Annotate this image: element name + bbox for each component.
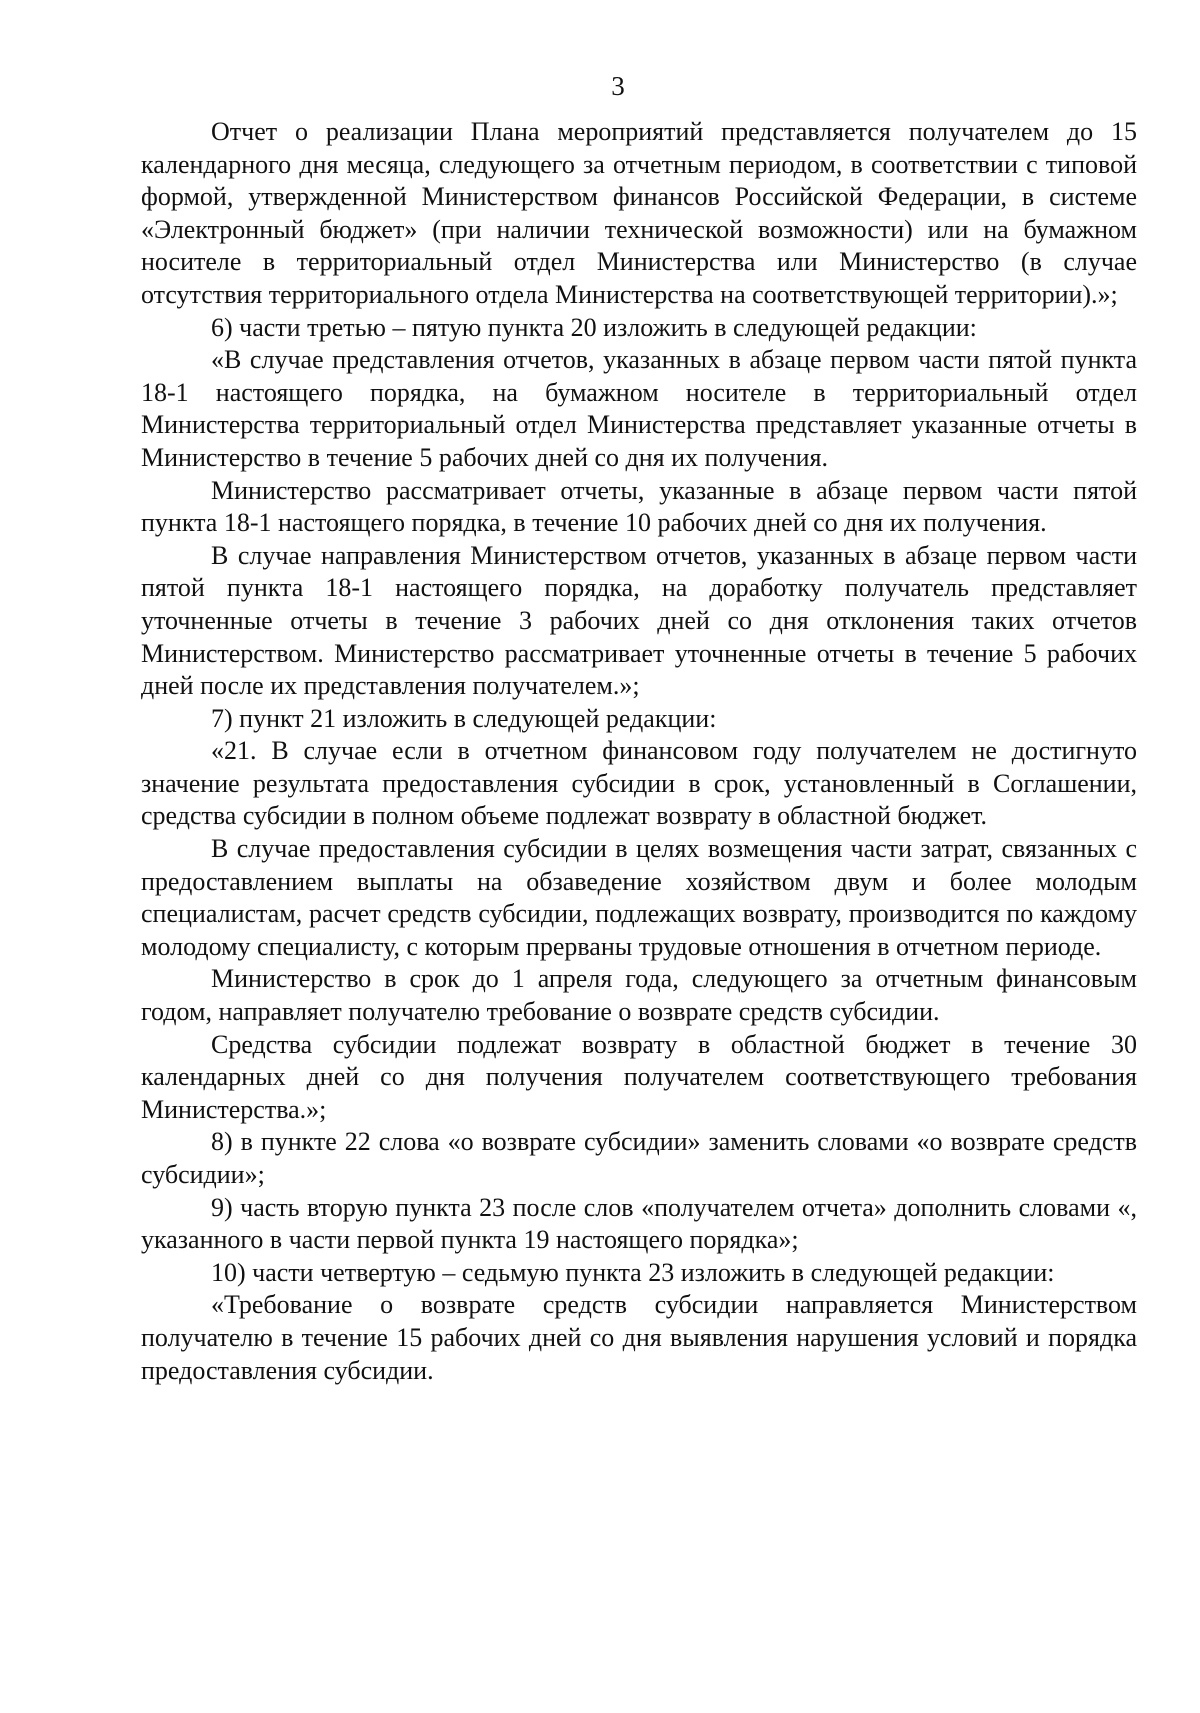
paragraph-revision: В случае направления Министерством отчетов, указанных в абзаце первом части пятой пункта 18-1 настоящего порядка, на доработку получатель представляет уточненные отчеты в течение 3 рабочих дней со дня отклонения таких отчетов Министерством. Министерство рассматривает уточненные отчеты в течение 5 рабочих дней после их представления получателем.»;: [141, 540, 1137, 701]
paragraph-ministry-review: Министерство рассматривает отчеты, указанные в абзаце первом части пятой пункта 18-1 настоящего порядка, в течение 10 рабочих дней со дня их получения.: [141, 475, 1137, 538]
paragraph-amendment-9: 9) часть вторую пункта 23 после слов «получателем отчета» дополнить словами «, указанного в части первой пункта 19 настоящего порядка»;: [141, 1192, 1137, 1255]
paragraph-amendment-8: 8) в пункте 22 слова «о возврате субсидии» заменить словами «о возврате средств субсидии»;: [141, 1127, 1137, 1189]
paragraph-young-specialists: В случае предоставления субсидии в целях возмещения части затрат, связанных с предоставлением выплаты на обзаведение хозяйством двум и более молодым специалистам, расчет средств субсидии, подлежащих возврату, производится по каждому молодому специалисту, с которым прерваны трудовые отношения в отчетном периоде.: [141, 834, 1137, 961]
paragraph-amendment-7: 7) пункт 21 изложить в следующей редакции:: [211, 703, 717, 733]
paragraph-return-demand: Министерство в срок до 1 апреля года, следующего за отчетным финансовым годом, направляет получателю требование о возврате средств субсидии.: [141, 964, 1137, 1027]
paragraph-paper-reports: «В случае представления отчетов, указанных в абзаце первом части пятой пункта 18-1 настоящего порядка, на бумажном носителе в территориальный отдел Министерства территориальный отдел Министерства представляет указанные отчеты в Министерство в течение 5 рабочих дней со дня их получения.: [141, 345, 1137, 472]
paragraph-clause-21: «21. В случае если в отчетном финансовом году получателем не достигнуто значение результата предоставления субсидии в срок, установленный в Соглашении, средства субсидии в полном объеме подлежат возврату в областной бюджет.: [141, 736, 1137, 831]
paragraph-report-submission: Отчет о реализации Плана мероприятий представляется получателем до 15 календарного дня месяца, следующего за отчетным периодом, в соответствии с типовой формой, утвержденной Министерством финансов Российской Федерации, в системе «Электронный бюджет» (при наличии технической возможности) или на бумажном носителе в территориальный отдел Министерства или Министерство (в случае отсутствия территориального отдела Министерства на соответствующей территории).»;: [141, 117, 1137, 309]
document-body: [141, 116, 1137, 1387]
paragraph-return-requirement: «Требование о возврате средств субсидии направляется Министерством получателю в течение 15 рабочих дней со дня выявления нарушения условий и порядка предоставления субсидии.: [141, 1290, 1137, 1385]
page-number: 3: [611, 71, 625, 101]
paragraph-amendment-6: 6) части третью – пятую пункта 20 изложить в следующей редакции:: [211, 312, 977, 342]
paragraph-return-deadline: Средства субсидии подлежат возврату в областной бюджет в течение 30 календарных дней со дня получения получателем соответствующего требования Министерства.»;: [141, 1029, 1137, 1124]
paragraph-amendment-10: 10) части четвертую – седьмую пункта 23 изложить в следующей редакции:: [211, 1257, 1055, 1287]
